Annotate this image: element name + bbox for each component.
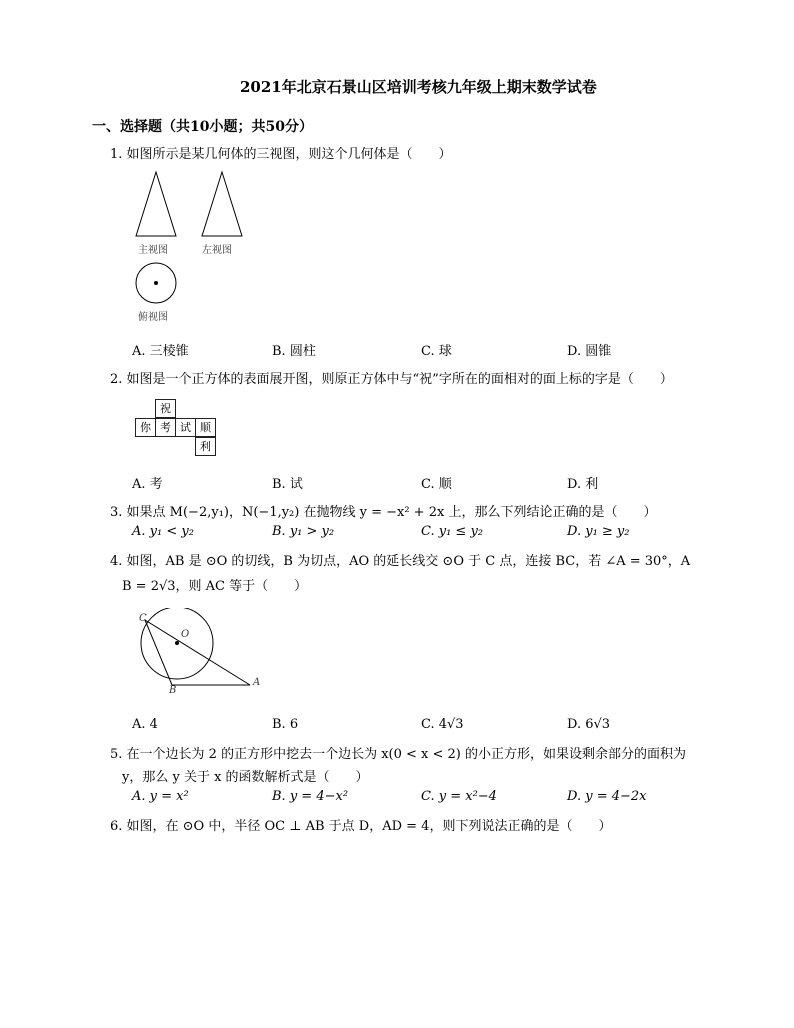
net-cell-shi: 试 (175, 418, 196, 437)
label-o: O (181, 629, 190, 640)
q2-option-b[interactable]: B. 试 (272, 477, 303, 492)
q2-option-a[interactable]: A. 考 (132, 477, 163, 492)
front-view-triangle (136, 172, 176, 236)
net-cell-kao: 考 (155, 418, 176, 437)
label-c: C (139, 613, 147, 624)
q3-option-c[interactable]: C. y₁ ≤ y₂ (421, 524, 484, 539)
q4-option-d[interactable]: D. 6√3 (567, 717, 611, 732)
question-6-stem: 6. 如图，在 ⊙O 中，半径 OC ⊥ AB 于点 D，AD = 4，则下列说法正确的是（ ） (110, 819, 612, 834)
question-1-stem: 1. 如图所示是某几何体的三视图，则这个几何体是（ ） (110, 147, 452, 162)
caption-side-view: 左视图 (202, 245, 232, 256)
net-cell-zhu: 祝 (155, 399, 176, 418)
side-view-triangle (202, 172, 242, 236)
net-cell-li: 利 (195, 437, 216, 456)
q3-option-d[interactable]: D. y₁ ≥ y₂ (567, 524, 630, 539)
q4-option-a[interactable]: A. 4 (132, 717, 158, 732)
page-title: 2021年北京石景山区培训考核九年级上期末数学试卷 (240, 78, 597, 96)
q3-option-b[interactable]: B. y₁ > y₂ (272, 524, 335, 539)
net-cell-shun: 顺 (195, 418, 216, 437)
question-4-stem-line2: B = 2√3，则 AC 等于（ ） (122, 579, 308, 594)
question-2-stem: 2. 如图是一个正方体的表面展开图，则原正方体中与“祝”字所在的面相对的面上标的字是（ ） (110, 372, 673, 387)
section-heading: 一、选择题（共10小题；共50分） (92, 119, 313, 135)
q1-option-a[interactable]: A. 三棱锥 (132, 344, 189, 359)
q5-option-d[interactable]: D. y = 4−2x (567, 789, 647, 804)
q4-circle-tangent-figure (132, 608, 272, 698)
q5-option-c[interactable]: C. y = x²−4 (421, 789, 497, 804)
question-5-stem-line2: y，那么 y 关于 x 的函数解析式是（ ） (122, 770, 369, 785)
label-b: B (169, 685, 177, 696)
q1-option-b[interactable]: B. 圆柱 (272, 344, 316, 359)
q1-option-d[interactable]: D. 圆锥 (567, 344, 612, 359)
q3-option-a[interactable]: A. y₁ < y₂ (132, 524, 194, 539)
q5-option-b[interactable]: B. y = 4−x² (272, 789, 349, 804)
q1-option-c[interactable]: C. 球 (421, 344, 452, 359)
caption-front-view: 主视图 (138, 245, 168, 256)
q2-option-c[interactable]: C. 顺 (421, 477, 452, 492)
net-cell-ni: 你 (135, 418, 156, 437)
segment-bc (145, 620, 172, 685)
question-3-stem: 3. 如果点 M(−2,y₁)，N(−1,y₂) 在抛物线 y = −x² + 2x 上，那么下列结论正确的是（ ） (110, 505, 657, 520)
label-a: A (253, 677, 261, 688)
question-4-stem-line1: 4. 如图，AB 是 ⊙O 的切线，B 为切点，AO 的延长线交 ⊙O 于 C 点，连接 BC，若 ∠A = 30°，A (110, 554, 691, 569)
q4-option-b[interactable]: B. 6 (272, 717, 299, 732)
center-point-o (175, 641, 179, 645)
q2-option-d[interactable]: D. 利 (567, 477, 599, 492)
caption-top-view: 俯视图 (138, 312, 168, 323)
top-view-center-dot (154, 281, 158, 285)
question-5-stem-line1: 5. 在一个边长为 2 的正方形中挖去一个边长为 x(0 < x < 2) 的小正方形，如果设剩余部分的面积为 (110, 747, 686, 762)
q5-option-a[interactable]: A. y = x² (132, 789, 189, 804)
q4-option-c[interactable]: C. 4√3 (421, 717, 464, 732)
